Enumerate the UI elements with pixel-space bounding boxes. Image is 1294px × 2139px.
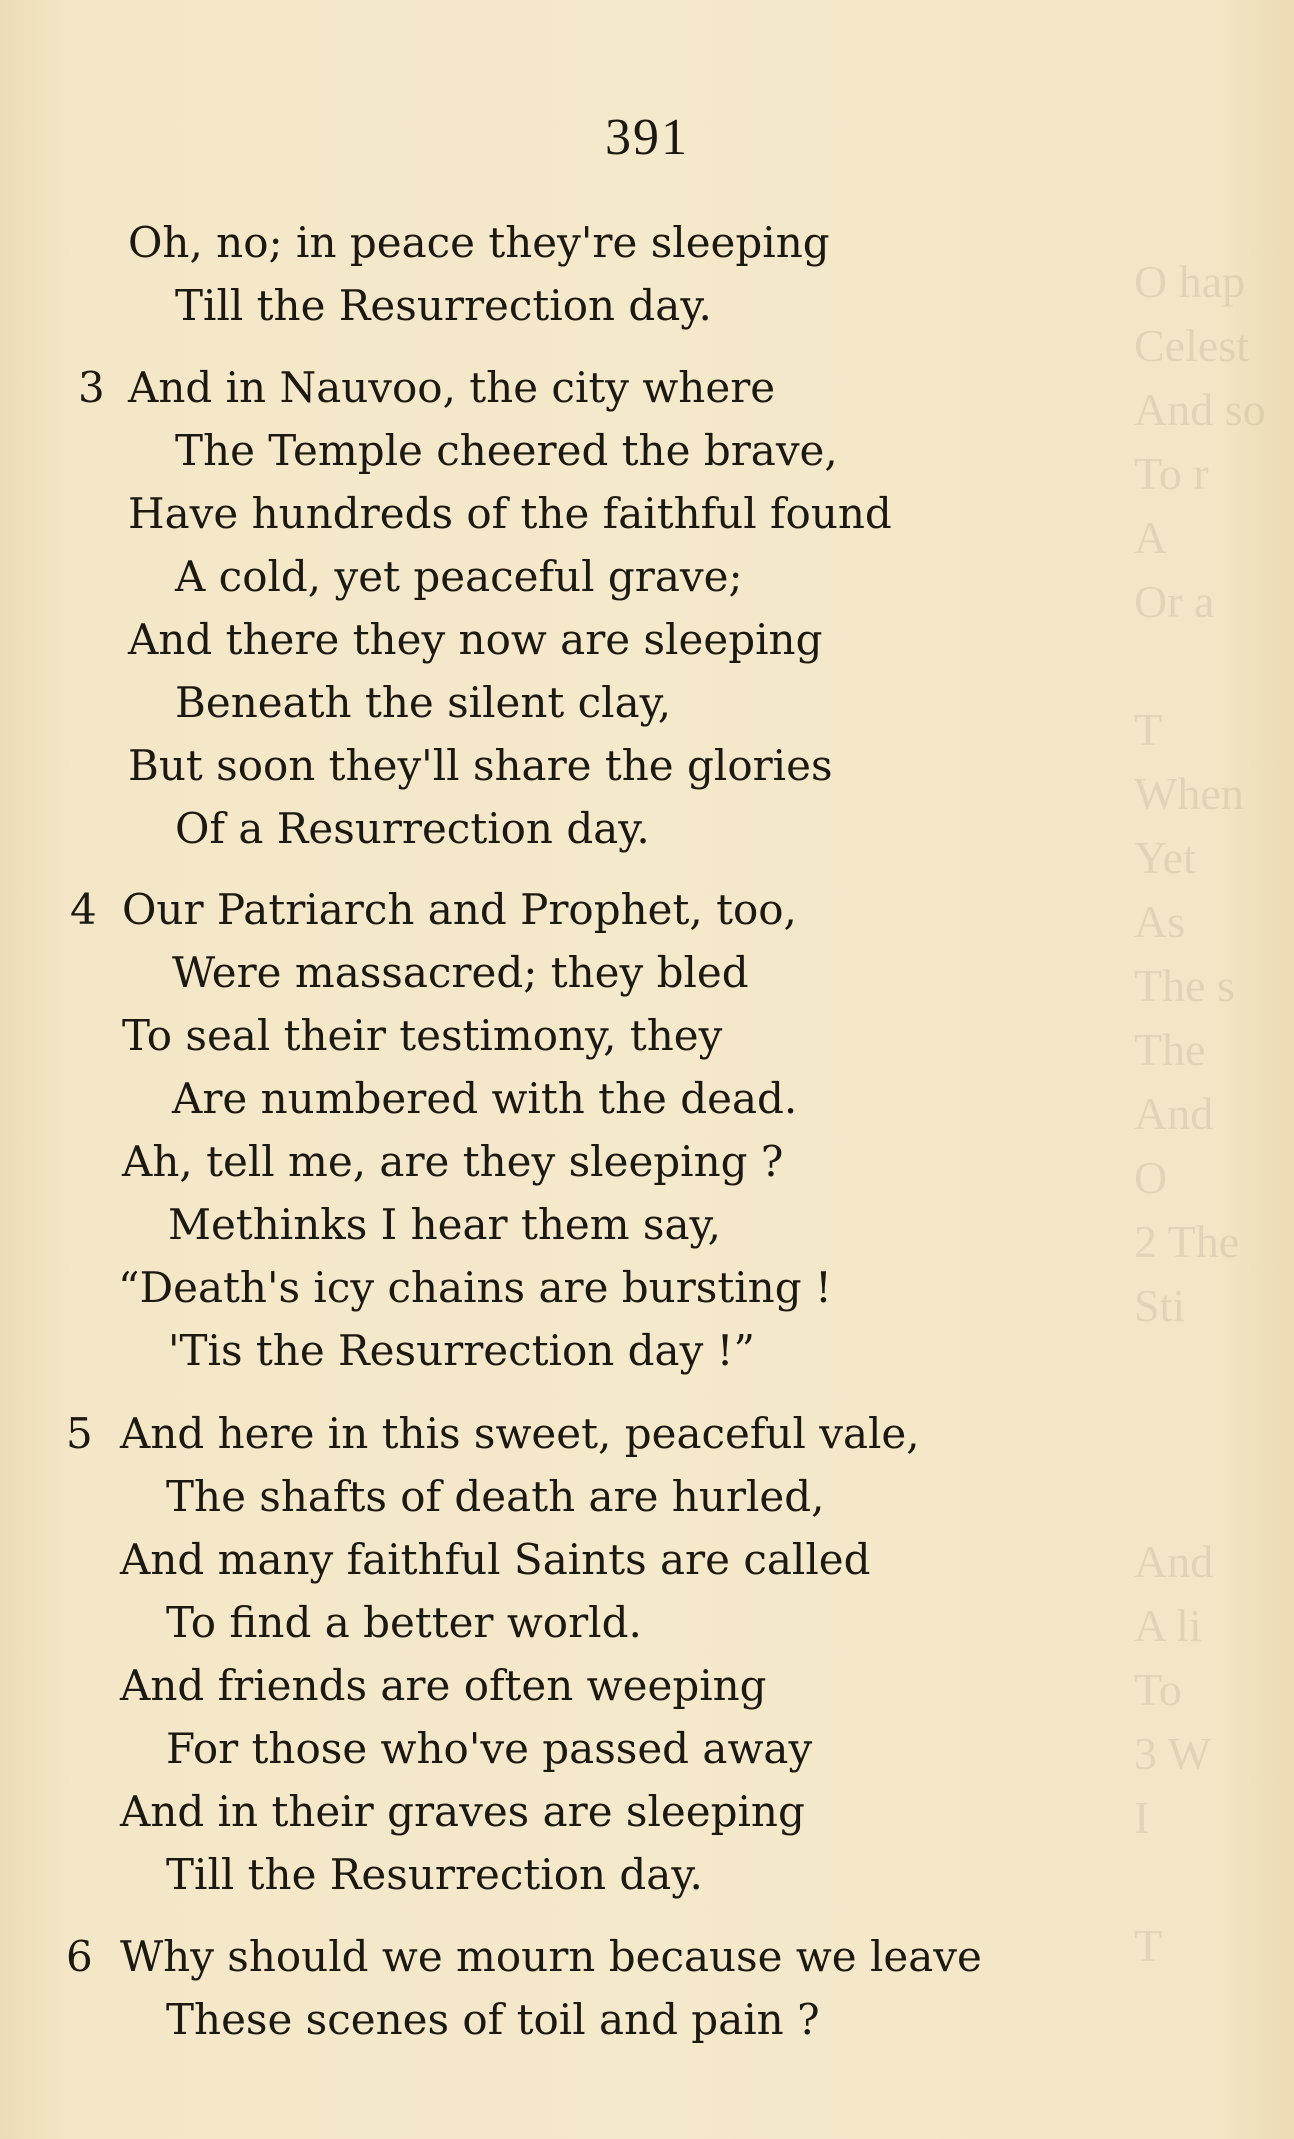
verse-line: And friends are often weeping: [120, 1661, 767, 1710]
verse-line: And in their graves are sleeping: [120, 1787, 805, 1836]
verse-line: A cold, yet peaceful grave;: [175, 552, 743, 601]
verse-line: Oh, no; in peace they're sleeping: [128, 218, 830, 267]
verse-number: 3: [78, 363, 105, 412]
verse-line: Are numbered with the dead.: [172, 1074, 798, 1123]
verse-line: Till the Resurrection day.: [166, 1850, 703, 1899]
verse-line: Beneath the silent clay,: [175, 678, 672, 727]
verse-number: 6: [66, 1932, 93, 1981]
verse-line: For those who've passed away: [166, 1724, 813, 1773]
verse-number: 4: [70, 885, 97, 934]
verse-line: And here in this sweet, peaceful vale,: [120, 1409, 920, 1458]
verse-number: 5: [66, 1409, 93, 1458]
verse-line: The shafts of death are hurled,: [166, 1472, 825, 1521]
verse-line: To seal their testimony, they: [122, 1011, 723, 1060]
verse-line: Ah, tell me, are they sleeping ?: [122, 1137, 784, 1186]
verse-line: Till the Resurrection day.: [175, 281, 712, 330]
verse-line: Our Patriarch and Prophet, too,: [122, 885, 797, 934]
verse-line: 'Tis the Resurrection day !”: [168, 1326, 755, 1375]
verse-line: Have hundreds of the faithful found: [128, 489, 892, 538]
verse-line: And there they now are sleeping: [128, 615, 823, 664]
verse-line: But soon they'll share the glories: [128, 741, 833, 790]
verse-line: The Temple cheered the brave,: [175, 426, 838, 475]
verse-line: Why should we mourn because we leave: [120, 1932, 982, 1981]
verse-line: And many faithful Saints are called: [120, 1535, 871, 1584]
verse-line: Were massacred; they bled: [172, 948, 749, 997]
bleed-through-text: O hap Celest And so To r A Or a T When Yet As The s The And O 2 The Sti And A li To 3 W I T: [1134, 256, 1266, 1971]
verse-line: These scenes of toil and pain ?: [166, 1995, 820, 2044]
verse-line: Methinks I hear them say,: [168, 1200, 721, 1249]
page-number: 391: [605, 109, 689, 166]
verse-line: To find a better world.: [166, 1598, 642, 1647]
verse-line: Of a Resurrection day.: [175, 804, 650, 853]
verse-line: “Death's icy chains are bursting !: [118, 1263, 832, 1312]
verse-line: And in Nauvoo, the city where: [128, 363, 776, 412]
